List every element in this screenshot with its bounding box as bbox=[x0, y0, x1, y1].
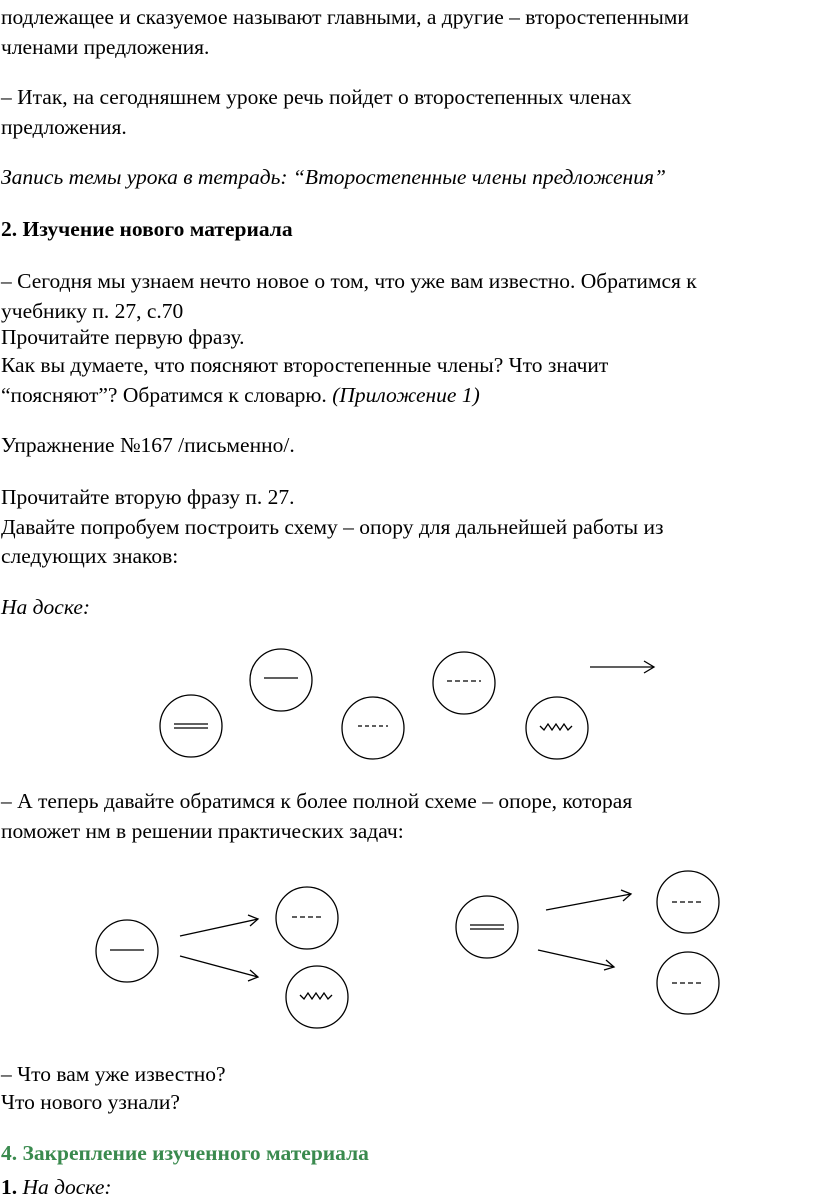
single-line-sign bbox=[250, 649, 312, 711]
predicate-branch bbox=[456, 871, 719, 1014]
text-line: Что нового узнали? bbox=[1, 1090, 180, 1114]
text-line: – Что вам уже известно? bbox=[1, 1062, 226, 1086]
text-line bbox=[1, 380, 811, 410]
text-line: подлежащее и сказуемое называют главными, а другие – второстепенными bbox=[1, 5, 689, 29]
section-heading: 4. Закрепление изученного материала bbox=[1, 1141, 369, 1165]
text-line: поможет нм в решении практических задач: bbox=[1, 819, 404, 843]
signs-figure bbox=[0, 640, 816, 780]
text-line: учебнику п. 27, с.70 bbox=[1, 299, 184, 323]
text-line: – Итак, на сегодняшнем уроке речь пойдет о второстепенных членах bbox=[1, 85, 632, 109]
text-line: Давайте попробуем построить схему – опору для дальнейшей работы из bbox=[1, 515, 664, 539]
double-line-sign bbox=[160, 695, 222, 757]
text-line: – А теперь давайте обратимся к более полной схеме – опоре, которая bbox=[1, 789, 633, 813]
scheme-figure bbox=[0, 860, 816, 1060]
text-line bbox=[1, 1172, 811, 1202]
wavy-sign bbox=[526, 697, 588, 759]
text-line: следующих знаков: bbox=[1, 544, 179, 568]
board-label: На доске: bbox=[22, 1175, 112, 1199]
dashed-sign bbox=[342, 697, 404, 759]
text-line: членами предложения. bbox=[1, 35, 210, 59]
text-span: “поясняют”? Обратимся к словарю. bbox=[1, 383, 333, 407]
dotted-dash-sign bbox=[433, 652, 495, 714]
text-line: Прочитайте вторую фразу п. 27. bbox=[1, 485, 295, 509]
text-line: Прочитайте первую фразу. bbox=[1, 325, 245, 349]
text-line: – Сегодня мы узнаем нечто новое о том, что уже вам известно. Обратимся к bbox=[1, 269, 697, 293]
text-line: Как вы думаете, что поясняют второстепенные члены? Что значит bbox=[1, 353, 609, 377]
arrow-sign bbox=[590, 661, 654, 673]
text-line: предложения. bbox=[1, 115, 127, 139]
exercise-line: Упражнение №167 /письменно/. bbox=[1, 433, 295, 457]
subject-branch bbox=[96, 887, 348, 1028]
section-heading: 2. Изучение нового материала bbox=[1, 217, 293, 241]
lesson-topic-note: Запись темы урока в тетрадь: “Второстепенные члены предложения” bbox=[1, 165, 666, 189]
item-number: 1. bbox=[1, 1175, 23, 1199]
appendix-reference: (Приложение 1) bbox=[332, 383, 480, 407]
board-label: На доске: bbox=[1, 595, 91, 619]
